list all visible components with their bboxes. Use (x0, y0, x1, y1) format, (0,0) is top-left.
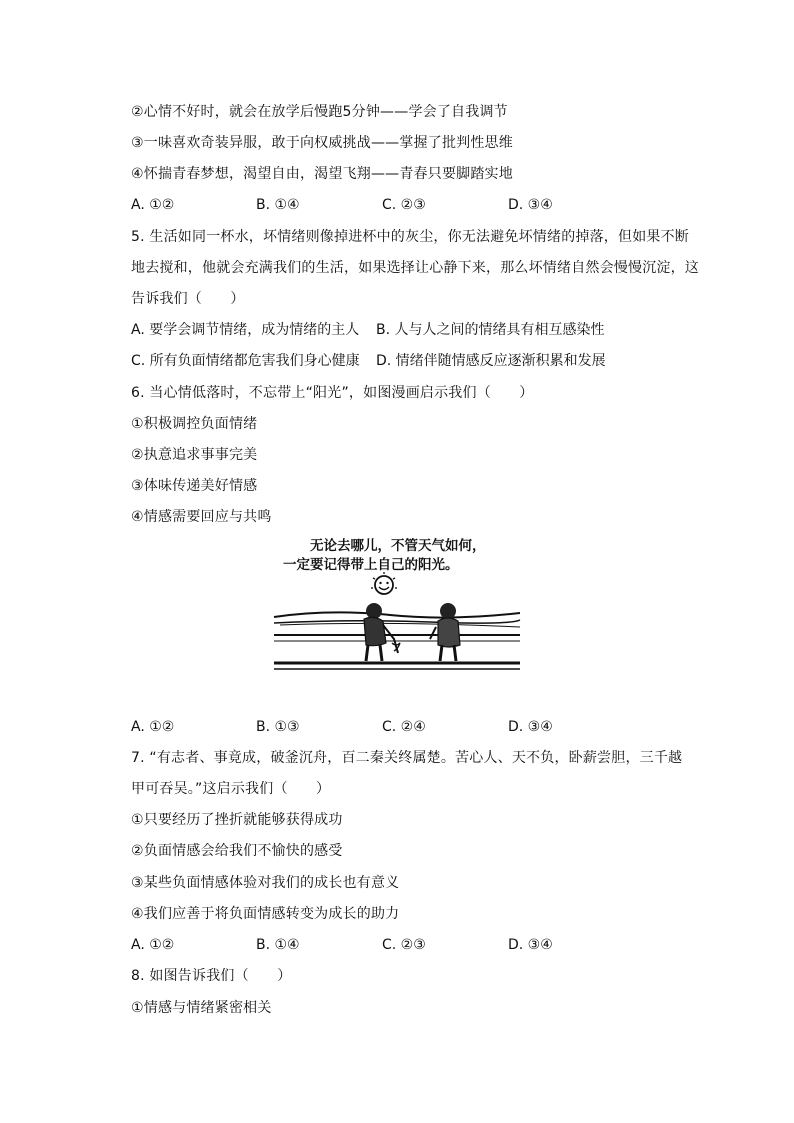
q4-item-3: ③一味喜欢奇装异服，敢于向权威挑战——掌握了批判性思维 (131, 135, 513, 151)
q7-item-3: ③某些负面情感体验对我们的成长也有意义 (131, 875, 400, 891)
q7-stem-line-2: 甲可吞吴。”这启示我们（ ） (131, 781, 331, 797)
q5-option-a[interactable]: A. 要学会调节情绪，成为情绪的主人 (131, 322, 360, 338)
q4-option-c[interactable]: C. ②③ (382, 197, 426, 213)
q8-item-1: ①情感与情绪紧密相关 (131, 1000, 272, 1016)
person-left-figure (364, 603, 400, 661)
person-right-figure (430, 603, 460, 661)
q7-option-b[interactable]: B. ①④ (256, 937, 300, 953)
q6-option-b[interactable]: B. ①③ (256, 719, 300, 735)
q4-item-2: ②心情不好时，就会在放学后慢跑5分钟——学会了自我调节 (131, 104, 508, 120)
q4-options (131, 195, 671, 215)
q4-option-b[interactable]: B. ①④ (256, 197, 300, 213)
cartoon-image (270, 535, 524, 670)
q7-option-a[interactable]: A. ①② (131, 937, 175, 953)
q6-option-c[interactable]: C. ②④ (382, 719, 426, 735)
cartoon-caption-line-1: 无论去哪儿，不管天气如何， (310, 538, 486, 554)
q5-option-b[interactable]: B. 人与人之间的情绪具有相互感染性 (376, 322, 605, 338)
q6-stem: 6. 当心情低落时，不忘带上“阳光”，如图漫画启示我们（ ） (131, 385, 534, 401)
smiling-sun-icon (371, 572, 397, 594)
q7-item-2: ②负面情感会给我们不愉快的感受 (131, 843, 343, 859)
q7-option-c[interactable]: C. ②③ (382, 937, 426, 953)
q7-item-4: ④我们应善于将负面情感转变为成长的助力 (131, 906, 400, 922)
q5-stem-line-3: 告诉我们（ ） (131, 291, 245, 307)
q5-options-row-1 (131, 320, 671, 340)
q5-option-d[interactable]: D. 情绪伴随情感反应逐渐积累和发展 (376, 353, 606, 369)
q4-option-a[interactable]: A. ①② (131, 197, 175, 213)
q7-stem-line-1: 7. “有志者、事竟成，破釜沉舟，百二秦关终属楚。苦心人、天不负，卧薪尝胆，三千越 (131, 750, 683, 766)
q6-options (131, 717, 671, 737)
q7-options (131, 935, 671, 955)
q6-item-1: ①积极调控负面情绪 (131, 416, 258, 432)
q6-item-2: ②执意追求事事完美 (131, 447, 258, 463)
q7-item-1: ①只要经历了挫折就能够获得成功 (131, 812, 343, 828)
q6-option-d[interactable]: D. ③④ (508, 719, 553, 735)
q5-stem-line-2: 地去搅和，他就会充满我们的生活，如果选择让心静下来，那么坏情绪自然会慢慢沉淀，这 (131, 260, 699, 276)
q6-item-3: ③体味传递美好情感 (131, 478, 258, 494)
q5-stem-line-1: 5. 生活如同一杯水，坏情绪则像掉进杯中的灰尘，你无法避免坏情绪的掉落，但如果不断 (131, 229, 690, 245)
q4-option-d[interactable]: D. ③④ (508, 197, 553, 213)
q8-stem: 8. 如图告诉我们（ ） (131, 968, 292, 984)
q7-option-d[interactable]: D. ③④ (508, 937, 553, 953)
cartoon-caption-line-2: 一定要记得带上自己的阳光。 (283, 557, 459, 573)
q5-options-row-2 (131, 351, 671, 371)
q6-option-a[interactable]: A. ①② (131, 719, 175, 735)
q4-item-4: ④怀揣青春梦想，渴望自由，渴望飞翔——青春只要脚踏实地 (131, 166, 513, 182)
q6-item-4: ④情感需要回应与共鸣 (131, 509, 272, 525)
q5-option-c[interactable]: C. 所有负面情绪都危害我们身心健康 (131, 353, 360, 369)
